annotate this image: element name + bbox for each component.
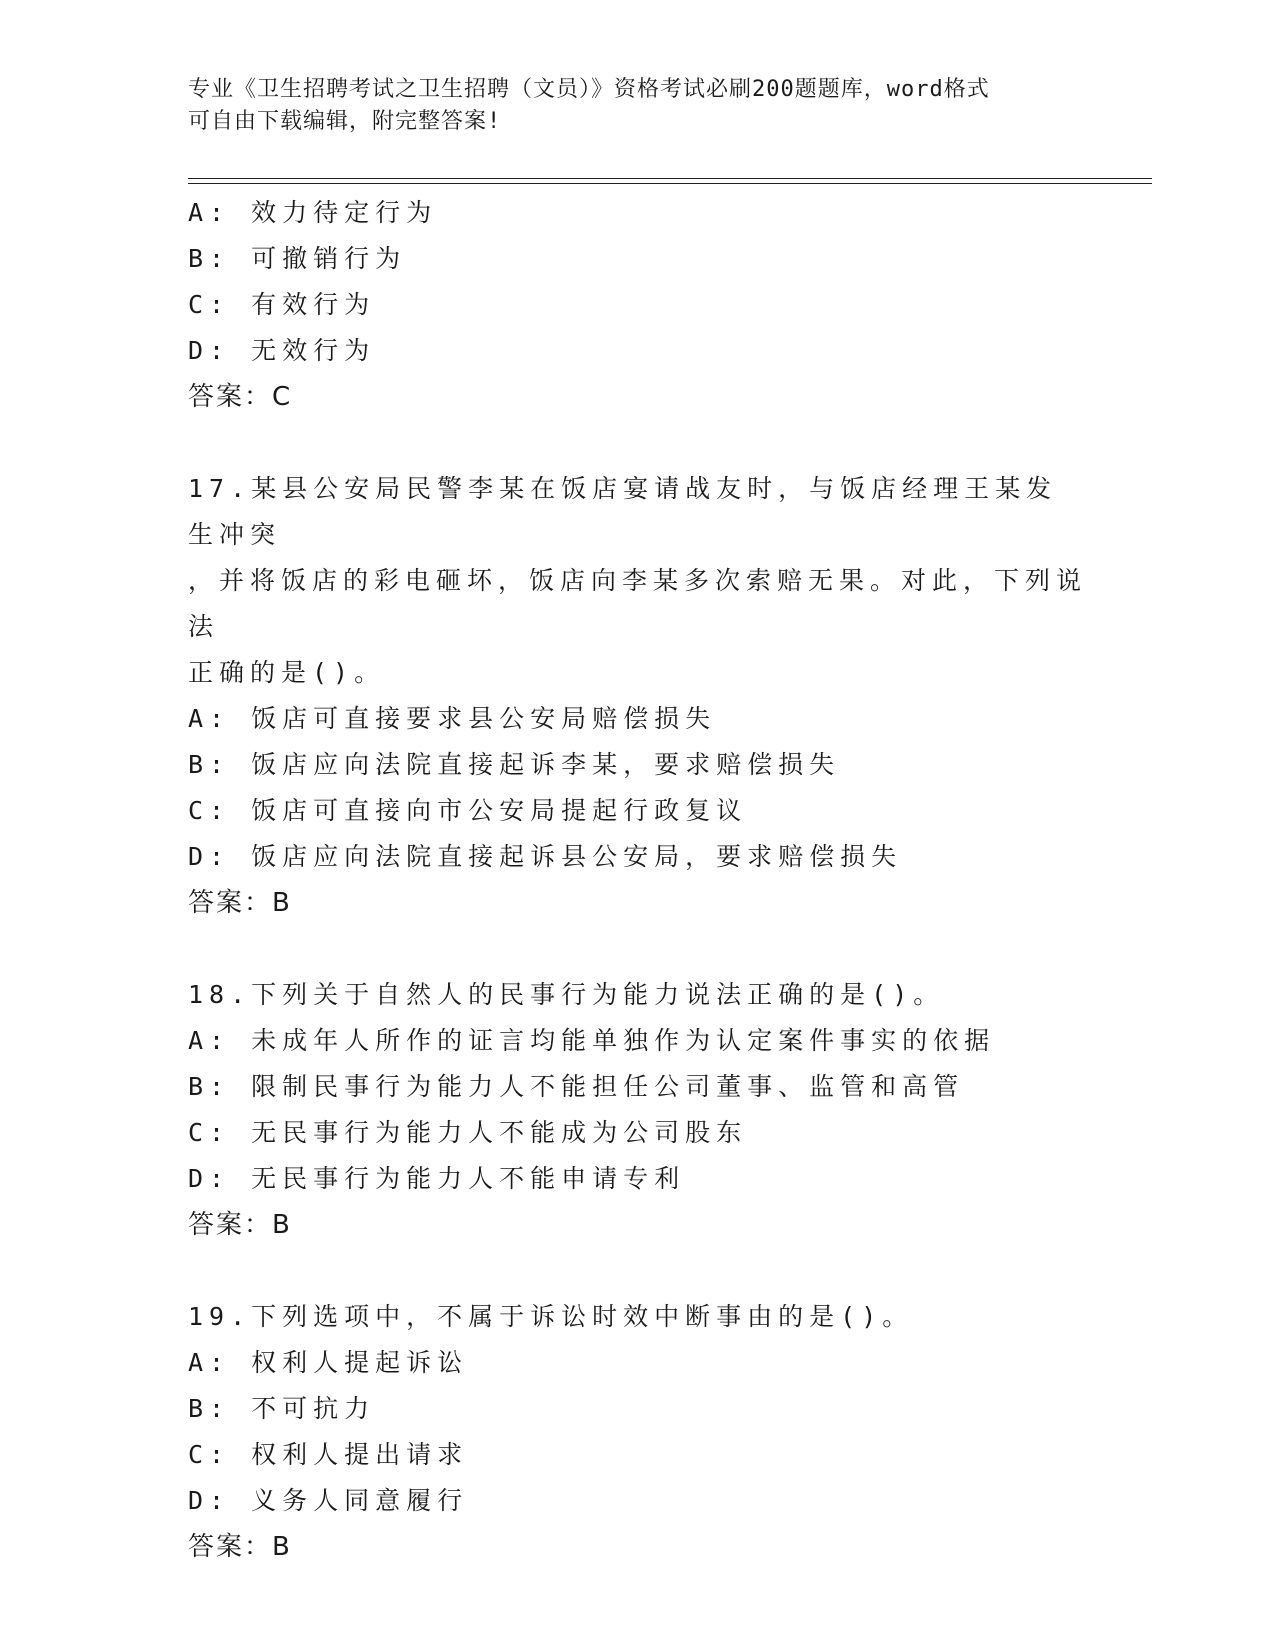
question-text-line: 19.下列选项中，不属于诉讼时效中断事由的是()。 xyxy=(188,1302,914,1331)
header-divider-top xyxy=(188,178,1152,179)
option-d: D: 无效行为 xyxy=(188,336,376,365)
option-c: C: 饭店可直接向市公安局提起行政复议 xyxy=(188,796,748,825)
question-text-line: 正确的是()。 xyxy=(188,658,386,687)
option-b: B: 可撤销行为 xyxy=(188,244,407,273)
option-a: A: 效力待定行为 xyxy=(188,198,438,227)
header-divider-bottom xyxy=(188,183,1152,184)
document-header xyxy=(188,74,1088,138)
option-a: A: 未成年人所作的证言均能单独作为认定案件事实的依据 xyxy=(188,1026,996,1055)
answer-line: 答案：B xyxy=(188,888,292,918)
option-c: C: 权利人提出请求 xyxy=(188,1440,469,1469)
answer-line: 答案：C xyxy=(188,382,293,412)
header-line-1: 专业《卫生招聘考试之卫生招聘（文员）》资格考试必刷200题题库，word格式 xyxy=(188,77,990,102)
option-b: B: 限制民事行为能力人不能担任公司董事、监管和高管 xyxy=(188,1072,965,1101)
question-17 xyxy=(188,466,1088,926)
question-19 xyxy=(188,1294,1088,1570)
document-body xyxy=(188,190,1088,1570)
question-text-line: 17.某县公安局民警李某在饭店宴请战友时，与饭店经理王某发生冲突 xyxy=(188,474,1058,549)
option-d: D: 饭店应向法院直接起诉县公安局，要求赔偿损失 xyxy=(188,842,903,871)
answer-line: 答案：B xyxy=(188,1532,292,1562)
option-b: B: 不可抗力 xyxy=(188,1394,376,1423)
header-line-2: 可自由下载编辑，附完整答案! xyxy=(188,109,502,134)
option-a: A: 饭店可直接要求县公安局赔偿损失 xyxy=(188,704,717,733)
question-18 xyxy=(188,972,1088,1248)
question-text-line: 18.下列关于自然人的民事行为能力说法正确的是()。 xyxy=(188,980,945,1009)
option-a: A: 权利人提起诉讼 xyxy=(188,1348,469,1377)
option-d: D: 无民事行为能力人不能申请专利 xyxy=(188,1164,686,1193)
option-c: C: 有效行为 xyxy=(188,290,376,319)
question-16-continuation xyxy=(188,190,1088,420)
option-c: C: 无民事行为能力人不能成为公司股东 xyxy=(188,1118,748,1147)
question-text-line: ，并将饭店的彩电砸坏，饭店向李某多次索赔无果。对此，下列说法 xyxy=(188,566,1088,641)
option-b: B: 饭店应向法院直接起诉李某，要求赔偿损失 xyxy=(188,750,841,779)
option-d: D: 义务人同意履行 xyxy=(188,1486,469,1515)
answer-line: 答案：B xyxy=(188,1210,292,1240)
